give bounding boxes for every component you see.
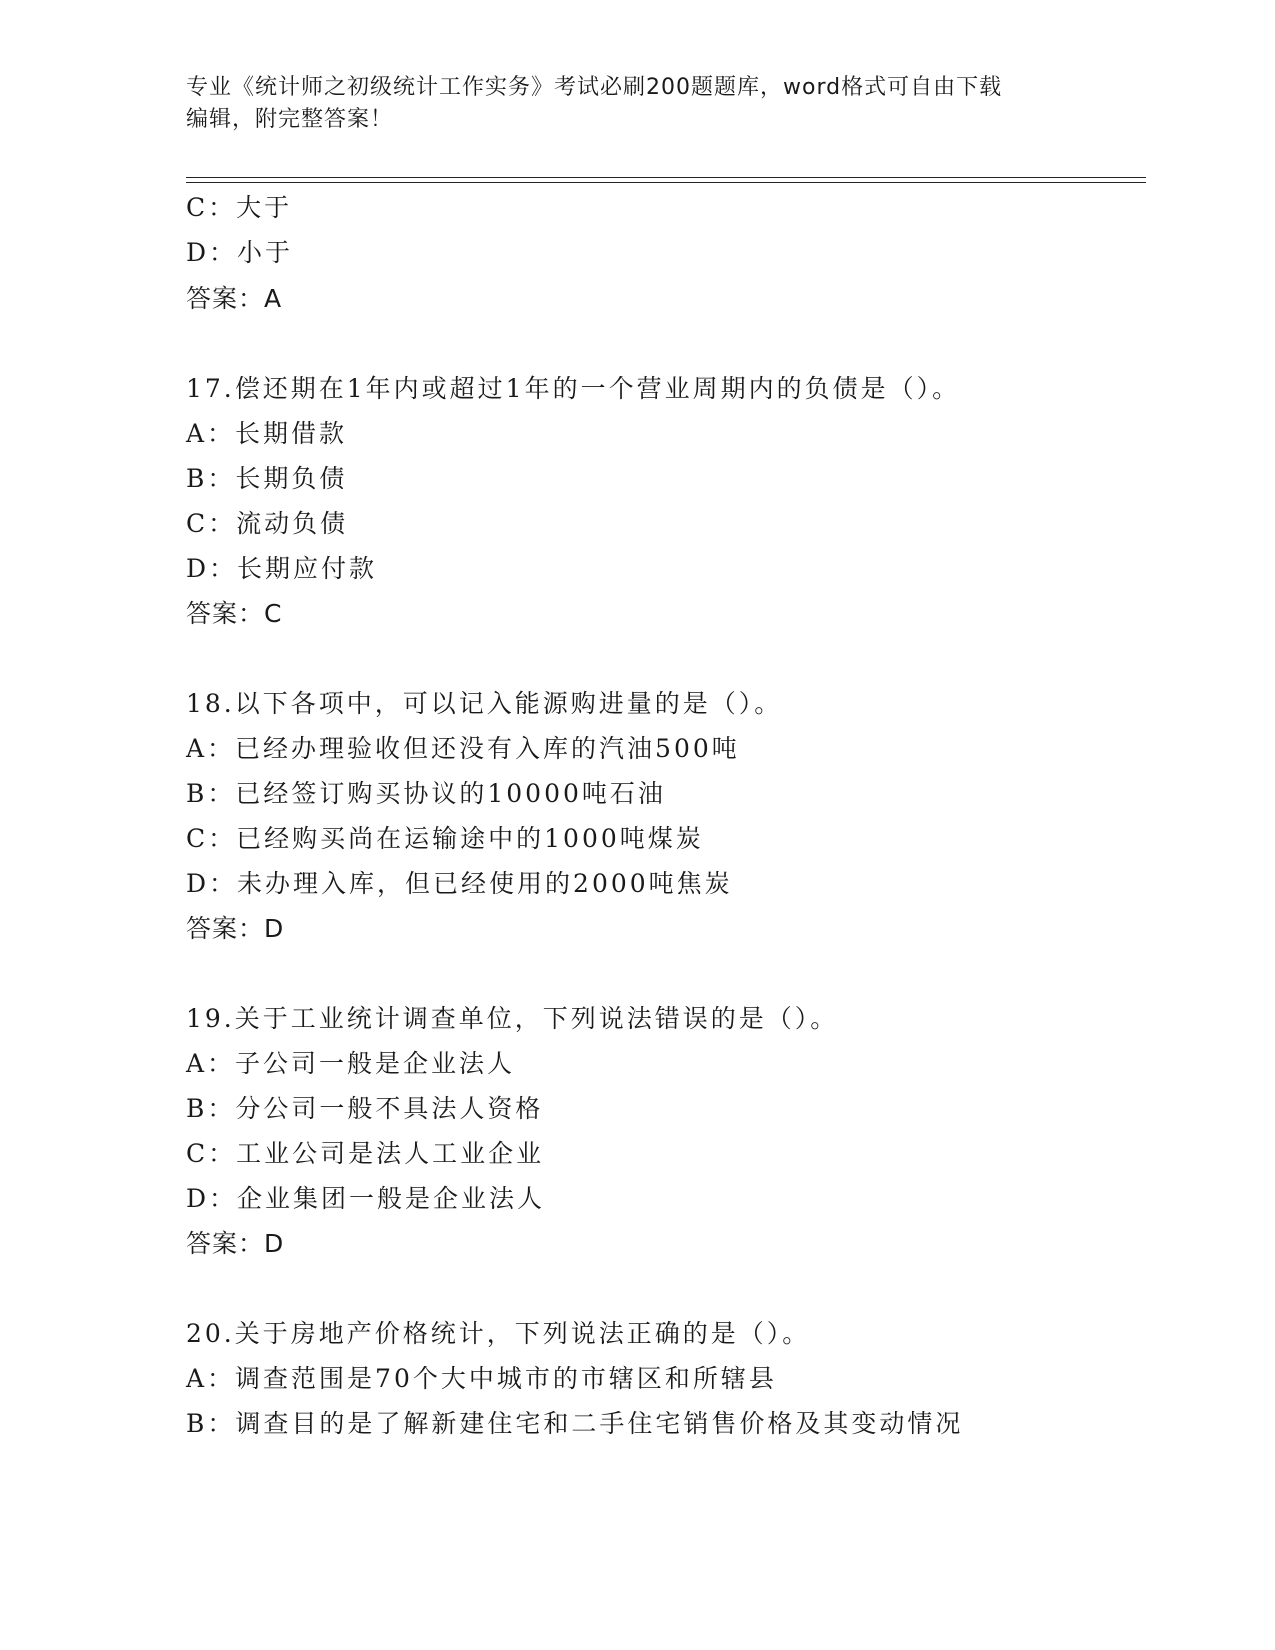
option-d: D：长期应付款 bbox=[186, 554, 378, 583]
option-b: B：分公司一般不具法人资格 bbox=[186, 1094, 544, 1123]
option-a: A：调查范围是70个大中城市的市辖区和所辖县 bbox=[186, 1364, 777, 1393]
option-b: B：调查目的是了解新建住宅和二手住宅销售价格及其变动情况 bbox=[186, 1409, 964, 1438]
document-header bbox=[186, 72, 1086, 136]
option-a: A：长期借款 bbox=[186, 419, 348, 448]
option-c: C：工业公司是法人工业企业 bbox=[186, 1139, 545, 1168]
question-stem: 19.关于工业统计调查单位，下列说法错误的是（）。 bbox=[186, 1004, 839, 1033]
header-divider-top bbox=[186, 177, 1146, 178]
answer: 答案：A bbox=[186, 284, 283, 313]
option-b: B：已经签订购买协议的10000吨石油 bbox=[186, 779, 666, 808]
answer: 答案：C bbox=[186, 599, 283, 628]
option-a: A：子公司一般是企业法人 bbox=[186, 1049, 516, 1078]
option-d: D：未办理入库，但已经使用的2000吨焦炭 bbox=[186, 869, 733, 898]
header-divider-bottom bbox=[186, 182, 1146, 183]
option-b: B：长期负债 bbox=[186, 464, 348, 493]
header-line-1: 专业《统计师之初级统计工作实务》考试必刷200题题库，word格式可自由下载 bbox=[186, 75, 1003, 100]
option-d: D：小于 bbox=[186, 238, 294, 267]
question-stem: 20.关于房地产价格统计，下列说法正确的是（）。 bbox=[186, 1319, 811, 1348]
option-c: C：流动负债 bbox=[186, 509, 349, 538]
option-c: C：大于 bbox=[186, 193, 293, 222]
question-stem: 17.偿还期在1年内或超过1年的一个营业周期内的负债是（）。 bbox=[186, 374, 961, 403]
option-a: A：已经办理验收但还没有入库的汽油500吨 bbox=[186, 734, 740, 763]
option-c: C：已经购买尚在运输途中的1000吨煤炭 bbox=[186, 824, 704, 853]
header-line-2: 编辑，附完整答案！ bbox=[186, 107, 394, 132]
question-stem: 18.以下各项中，可以记入能源购进量的是（）。 bbox=[186, 689, 783, 718]
option-d: D：企业集团一般是企业法人 bbox=[186, 1184, 546, 1213]
answer: 答案：D bbox=[186, 1229, 285, 1258]
answer: 答案：D bbox=[186, 914, 285, 943]
